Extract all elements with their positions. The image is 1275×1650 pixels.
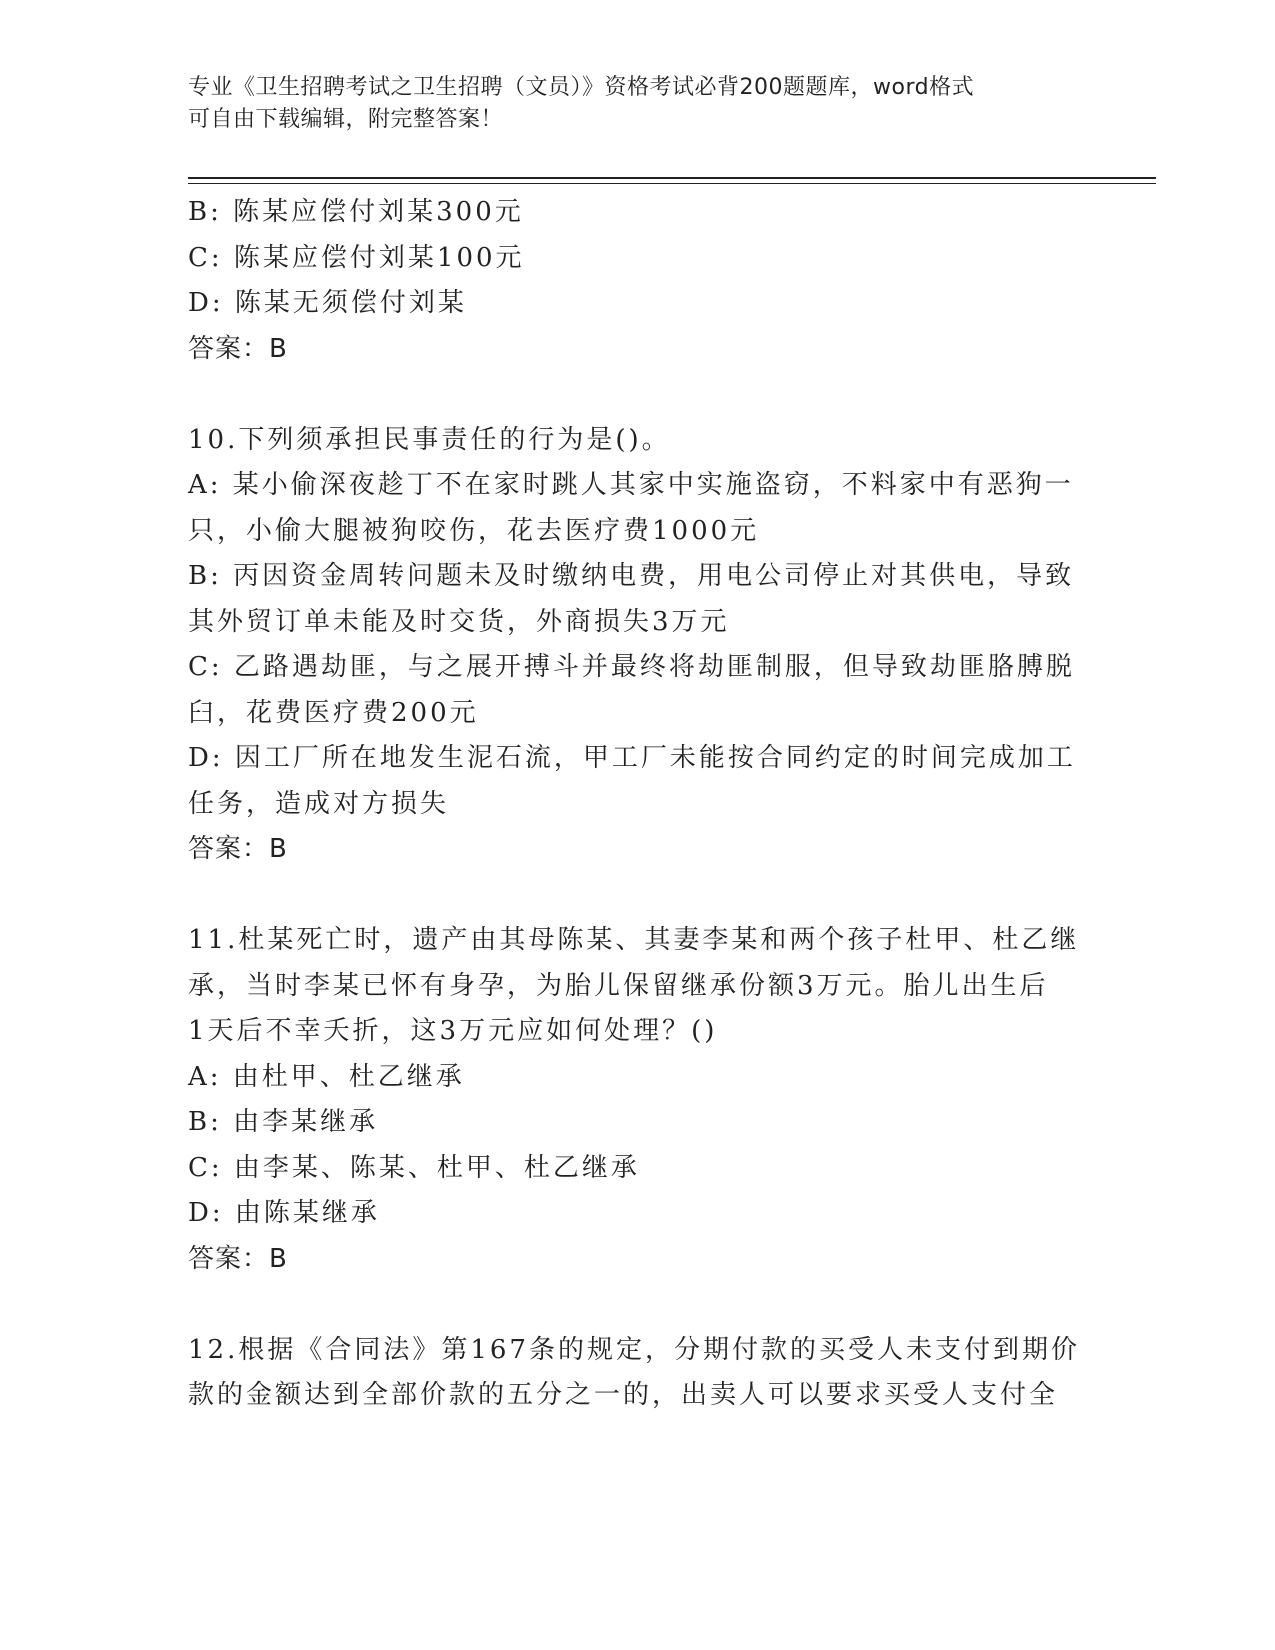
option-d: D: 因工厂所在地发生泥石流，甲工厂未能按合同约定的时间完成加工 <box>188 743 1076 773</box>
header-divider-thin <box>188 183 1156 184</box>
option-d: D: 陈某无须偿付刘某 <box>188 288 467 318</box>
question-stem-continued: 承，当时李某已怀有身孕，为胎儿保留继承份额3万元。胎儿出生后 <box>188 970 1049 1001</box>
document-body <box>188 190 1088 1419</box>
option-a-continued: 只，小偷大腿被狗咬伤，花去医疗费1000元 <box>188 515 760 546</box>
question-11 <box>188 918 1088 1282</box>
answer: 答案：B <box>188 834 288 864</box>
option-c: C: 由李某、陈某、杜甲、杜乙继承 <box>188 1152 640 1183</box>
option-b-continued: 其外贸订单未能及时交货，外商损失3万元 <box>188 606 730 637</box>
answer: 答案：B <box>188 1243 288 1274</box>
question-12 <box>188 1328 1088 1419</box>
option-a: A: 由杜甲、杜乙继承 <box>188 1061 465 1092</box>
option-d: D: 由陈某继承 <box>188 1198 380 1228</box>
spacer <box>188 372 1088 418</box>
option-c: C: 陈某应偿付刘某100元 <box>188 242 525 273</box>
answer: 答案：B <box>188 333 288 364</box>
spacer <box>188 1282 1088 1328</box>
question-stem: 12.根据《合同法》第167条的规定，分期付款的买受人未支付到期价 <box>188 1334 1080 1365</box>
question-stem: 10.下列须承担民事责任的行为是()。 <box>188 424 671 455</box>
document-header <box>188 72 1068 136</box>
header-title-line-1: 专业《卫生招聘考试之卫生招聘（文员）》资格考试必背200题题库，word格式 <box>188 75 975 100</box>
question-stem-continued: 款的金额达到全部价款的五分之一的，出卖人可以要求买受人支付全 <box>188 1380 1059 1410</box>
option-c-continued: 臼，花费医疗费200元 <box>188 697 479 728</box>
option-c: C: 乙路遇劫匪，与之展开搏斗并最终将劫匪制服，但导致劫匪胳膊脱 <box>188 652 1075 682</box>
spacer <box>188 873 1088 919</box>
header-title-line-2: 可自由下载编辑，附完整答案！ <box>188 107 504 132</box>
option-d-continued: 任务，造成对方损失 <box>188 788 450 819</box>
option-b: B: 由李某继承 <box>188 1107 379 1137</box>
question-stem-continued: 1天后不幸夭折，这3万元应如何处理？() <box>188 1016 718 1046</box>
option-b: B: 陈某应偿付刘某300元 <box>188 197 524 227</box>
option-a: A: 某小偷深夜趁丁不在家时跳人其家中实施盗窃，不料家中有恶狗一 <box>188 470 1074 500</box>
question-10 <box>188 418 1088 873</box>
question-9 <box>188 190 1088 372</box>
option-b: B: 丙因资金周转问题未及时缴纳电费，用电公司停止对其供电，导致 <box>188 561 1075 591</box>
question-stem: 11.杜某死亡时，遗产由其母陈某、其妻李某和两个孩子杜甲、杜乙继 <box>188 925 1080 955</box>
header-divider-thick <box>188 177 1156 179</box>
